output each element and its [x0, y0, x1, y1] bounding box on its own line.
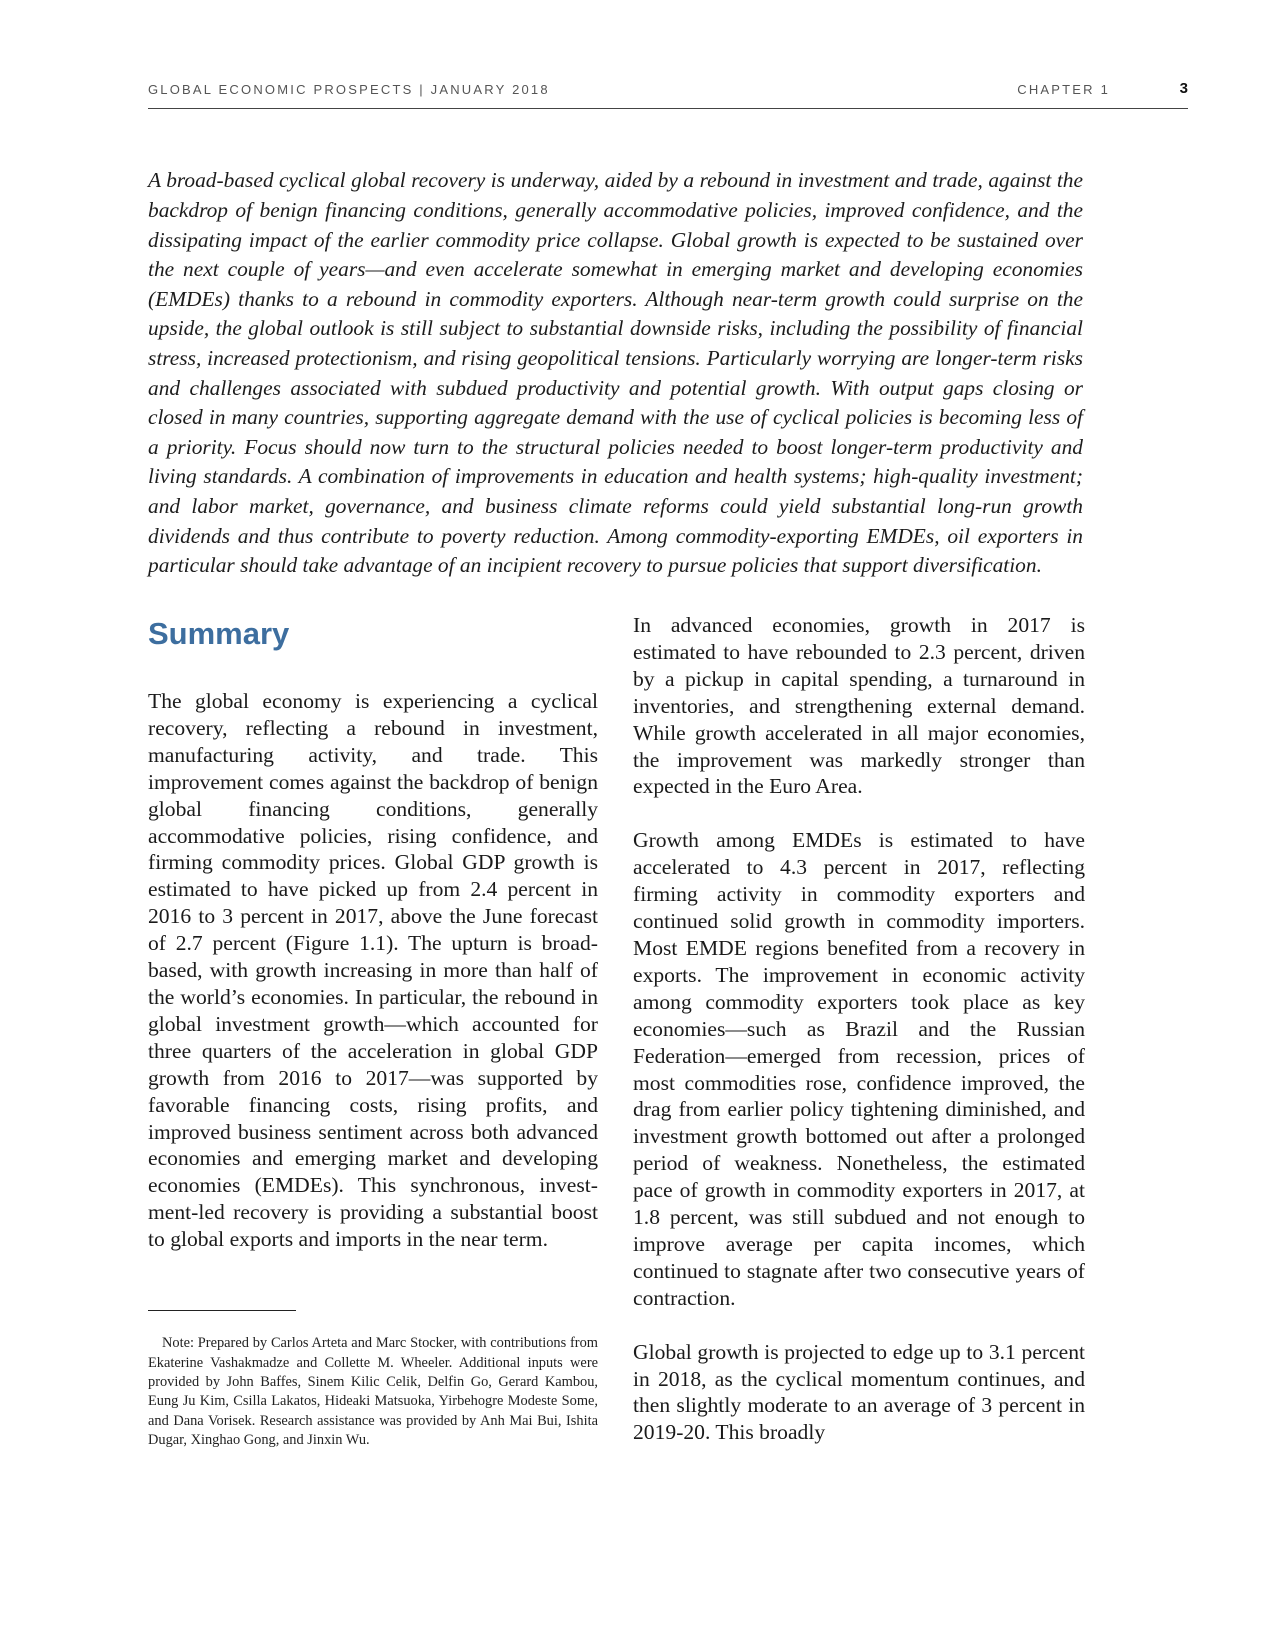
- page-number: 3: [1179, 80, 1188, 97]
- summary-paragraph-3: Growth among EMDEs is estimated to have accelerated to 4.3 percent in 2017, reflecting firming activity in commodity exporters and continued solid growth in commodity importers. Most EMDE regions benefited from a recovery in exports. The improvement in economic activity among commodity exporters took place as key economies—such as Brazil and the Russian Federation—emerged from recession, prices of most commodities rose, confidence improved, the drag from earlier policy tightening diminished, and investment growth bottomed out after a prolonged period of weakness. Nonetheless, the estimated pace of growth in commodity exporters in 2017, at 1.8 percent, was still subdued and not enough to improve average per capita incomes, which continued to stagnate after two consecutive years of contraction.: [633, 828, 1085, 1310]
- footnote-note: Note: Prepared by Carlos Arteta and Marc Stocker, with contributions from Ekaterine Vashakmadze and Collette M. Wheeler. Additional inputs were provided by John Baffes, Sinem Kilic Celik, Delfin Go, Gerard Kambou, Eung Ju Kim, Csilla Lakatos, Hideaki Matsuoka, Yirbehogre Modeste Some, and Dana Vorisek. Research assistance was provided by Anh Mai Bui, Ishita Dugar, Xinghao Gong, and Jinxin Wu.: [148, 1335, 598, 1448]
- summary-paragraph-2: In advanced economies, growth in 2017 is estimated to have rebounded to 2.3 percent, driven by a pickup in capital spending, a turnaround in inventories, and strengthening external demand. While growth accelerated in all major economies, the improvement was markedly stronger than expected in the Euro Area.: [633, 613, 1085, 799]
- summary-paragraph-4: Global growth is projected to edge up to 3.1 percent in 2018, as the cyclical momentum continues, and then slightly moderate to an average of 3 percent in 2019-20. This broadly: [633, 1339, 1085, 1445]
- chapter-abstract: A broad-based cyclical global recovery is underway, aided by a rebound in investment and trade, against the backdrop of benign financing conditions, generally accommodative policies, improved confidence, and the dissipating impact of the earlier commodity price collapse. Global growth is expected to be sustained over the next couple of years—and even accelerate somewhat in emerging market and developing economies (EMDEs) thanks to a rebound in commodity exporters. Although near-term growth could surprise on the upside, the global outlook is still subject to substantial downside risks, including the possibility of financial stress, increased protectionism, and rising geopolitical tensions. Particularly worrying are longer-term risks and challenges associated with subdued productivity and potential growth. With output gaps closing or closed in many countries, supporting aggregate demand with the use of cyclical policies is becoming less of a priority. Focus should now turn to the structural policies needed to boost longer-term productivity and living standards. A combination of improvements in education and health systems; high-quality investment; and labor market, governance, and business climate reforms could yield substantial long-run growth dividends and thus contribute to poverty reduction. Among commodity-exporting EMDEs, oil exporters in particular should take advantage of an incipient recovery to pursue policies that support diversification.: [148, 168, 1083, 578]
- right-column: [633, 612, 1085, 1446]
- chapter-label: CHAPTER 1: [1017, 82, 1110, 97]
- left-column: [148, 612, 598, 1253]
- running-header: [148, 80, 1188, 109]
- publication-title: GLOBAL ECONOMIC PROSPECTS | JANUARY 2018: [148, 82, 550, 97]
- footnote-divider: [148, 1310, 296, 1311]
- section-heading-summary: Summary: [148, 616, 290, 651]
- summary-paragraph-1: The global economy is experiencing a cyclical recovery, reflecting a rebound in investment, manufacturing activity, and trade. This improvement comes against the backdrop of benign global financing conditions, generally accommodative policies, rising confidence, and firming commodity prices. Global GDP growth is estimated to have picked up from 2.4 percent in 2016 to 3 percent in 2017, above the June forecast of 2.7 percent (Figure 1.1). The upturn is broad-based, with growth increasing in more than half of the world’s economies. In particular, the rebound in global investment growth—which accounted for three quarters of the acceleration in global GDP growth from 2016 to 2017—was supported by favorable financing costs, rising profits, and improved business sentiment across both advanced economies and emerging market and developing economies (EMDEs). This synchronous, invest-ment-led recovery is providing a substantial boost to global exports and imports in the near term.: [148, 689, 598, 1252]
